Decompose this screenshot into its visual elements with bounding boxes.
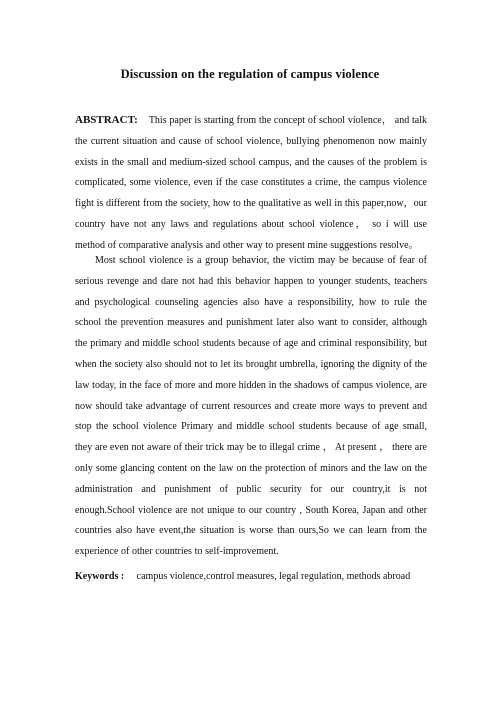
keywords-label: Keywords : bbox=[75, 571, 125, 582]
keywords-line bbox=[75, 569, 427, 585]
keywords-text: campus violence,control measures, legal regulation, methods abroad bbox=[136, 571, 411, 582]
abstract-text: This paper is starting from the concept of school violence， and talk the current situation and cause of school violence, bullying phenomenon now mainly exists in the small and medium-sized school campus, and the causes of the problem is complicated, some violence, even if the case constitutes a crime, the campus violence fight is different from the society, how to the qualitative as well in this paper,now，our country have not any laws and regulations about school violence， so i will use method of comparative analysis and other way to present mine suggestions resolve。 bbox=[75, 115, 427, 251]
body-paragraph: Most school violence is a group behavior, the victim may be because of fear of serious revenge and dare not had this behavior happen to younger students, teachers and psychological counseling agencies also have a responsibility, how to rule the school the prevention measures and punishment later also want to consider, although the primary and middle school students because of age and criminal responsibility, but when the society also should not to let its brought umbrella, ignoring the dignity of the law today, in the face of more and more hidden in the shadows of campus violence, are now should take advantage of current resources and create more ways to prevent and stop the school violence Primary and middle school students because of age small, they are even not aware of their trick may be to illegal crime ， At present ， there are only some glancing content on the law on the protection of minors and the law on the administration and punishment of public security for our country,it is not enough.School violence are not unique to our country , South Korea, Japan and other countries also have event,the situation is worse than ours,So we can learn from the experience of other countries to self-improvement. bbox=[75, 255, 427, 558]
abstract-paragraph bbox=[75, 110, 427, 257]
abstract-label: ABSTRACT: bbox=[75, 114, 138, 126]
document-title: Discussion on the regulation of campus violence bbox=[120, 67, 380, 81]
